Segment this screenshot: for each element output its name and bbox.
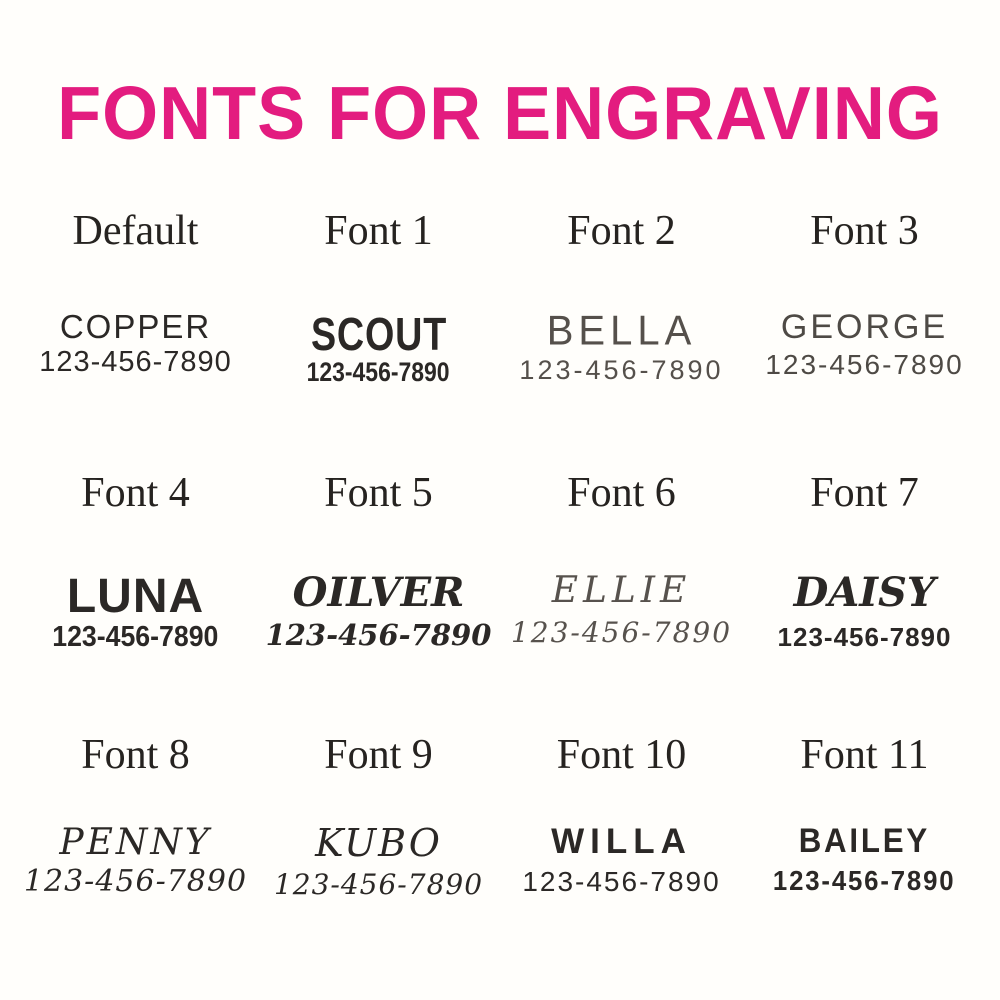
- engraving-name-sample: WILLA: [551, 822, 692, 861]
- font-sample: [257, 310, 500, 387]
- font-sample-cell-10: [500, 726, 743, 988]
- engraving-number-sample: 123-456-7890: [765, 348, 964, 380]
- font-slot-label: Font 3: [810, 208, 919, 254]
- font-sample-cell-3: [743, 202, 986, 464]
- font-sample-cell-6: [500, 464, 743, 726]
- engraving-name-sample: ELLIE: [551, 570, 692, 611]
- font-slot-label: Font 7: [810, 470, 919, 516]
- font-sample-cell-4: [14, 464, 257, 726]
- engraving-name-sample: COPPER: [59, 308, 212, 345]
- engraving-name-sample: DAISY: [793, 569, 936, 616]
- engraving-name-sample: SCOUT: [310, 308, 447, 360]
- engraving-name-sample: BELLA: [546, 307, 697, 355]
- font-sample: [500, 824, 743, 896]
- font-slot-label: Font 6: [567, 470, 676, 516]
- font-sample-cell-9: [257, 726, 500, 988]
- engraving-number-sample: 123-456-7890: [265, 618, 492, 652]
- engraving-number-sample: 123-456-7890: [773, 864, 956, 896]
- font-sample-cell-2: [500, 202, 743, 464]
- engraving-name-sample: GEORGE: [780, 308, 949, 346]
- font-slot-label: Font 9: [324, 732, 433, 778]
- font-sample-cell-5: [257, 464, 500, 726]
- font-slot-label: Default: [72, 208, 199, 254]
- font-sample: [257, 569, 500, 652]
- font-sample: [743, 569, 986, 652]
- engraving-name-sample: OILVER: [292, 569, 465, 616]
- engraving-number-sample: 123-456-7890: [23, 863, 248, 899]
- font-slot-label: Font 11: [800, 732, 929, 778]
- font-slot-label: Font 4: [81, 470, 190, 516]
- font-slot-label: Font 8: [81, 732, 190, 778]
- engraving-number-sample: 123-456-7890: [510, 615, 733, 649]
- font-sample: [500, 572, 743, 647]
- engraving-name-sample: LUNA: [66, 570, 205, 623]
- font-sample: [257, 821, 500, 901]
- font-sample-cell-1: [257, 202, 500, 464]
- font-sample-cell-11: [743, 726, 986, 988]
- engraving-name-sample: PENNY: [59, 822, 212, 863]
- font-sample: [14, 572, 257, 653]
- font-samples-grid: [0, 202, 1000, 988]
- engraving-name-sample: BAILEY: [798, 822, 931, 860]
- engraving-number-sample: 123-456-7890: [307, 357, 450, 388]
- font-sample: [14, 824, 257, 897]
- engraving-number-sample: 123-456-7890: [273, 867, 484, 901]
- font-sample-cell-7: [743, 464, 986, 726]
- font-slot-label: Font 2: [567, 208, 676, 254]
- font-sample: [743, 310, 986, 379]
- font-sample: [743, 824, 986, 895]
- page-title: FONTS FOR ENGRAVING: [57, 72, 943, 156]
- font-sample: [14, 310, 257, 377]
- engraving-name-sample: KUBO: [315, 821, 442, 865]
- engraving-number-sample: 123-456-7890: [777, 622, 952, 652]
- font-sample-cell-default: [14, 202, 257, 464]
- font-slot-label: Font 1: [324, 208, 433, 254]
- engraving-number-sample: 123-456-7890: [39, 345, 232, 378]
- font-sample-cell-8: [14, 726, 257, 988]
- engraving-number-sample: 123-456-7890: [519, 355, 724, 385]
- font-slot-label: Font 10: [556, 732, 687, 778]
- font-sample: [500, 307, 743, 385]
- font-slot-label: Font 5: [324, 470, 433, 516]
- engraving-number-sample: 123-456-7890: [522, 865, 721, 897]
- engraving-number-sample: 123-456-7890: [52, 621, 219, 654]
